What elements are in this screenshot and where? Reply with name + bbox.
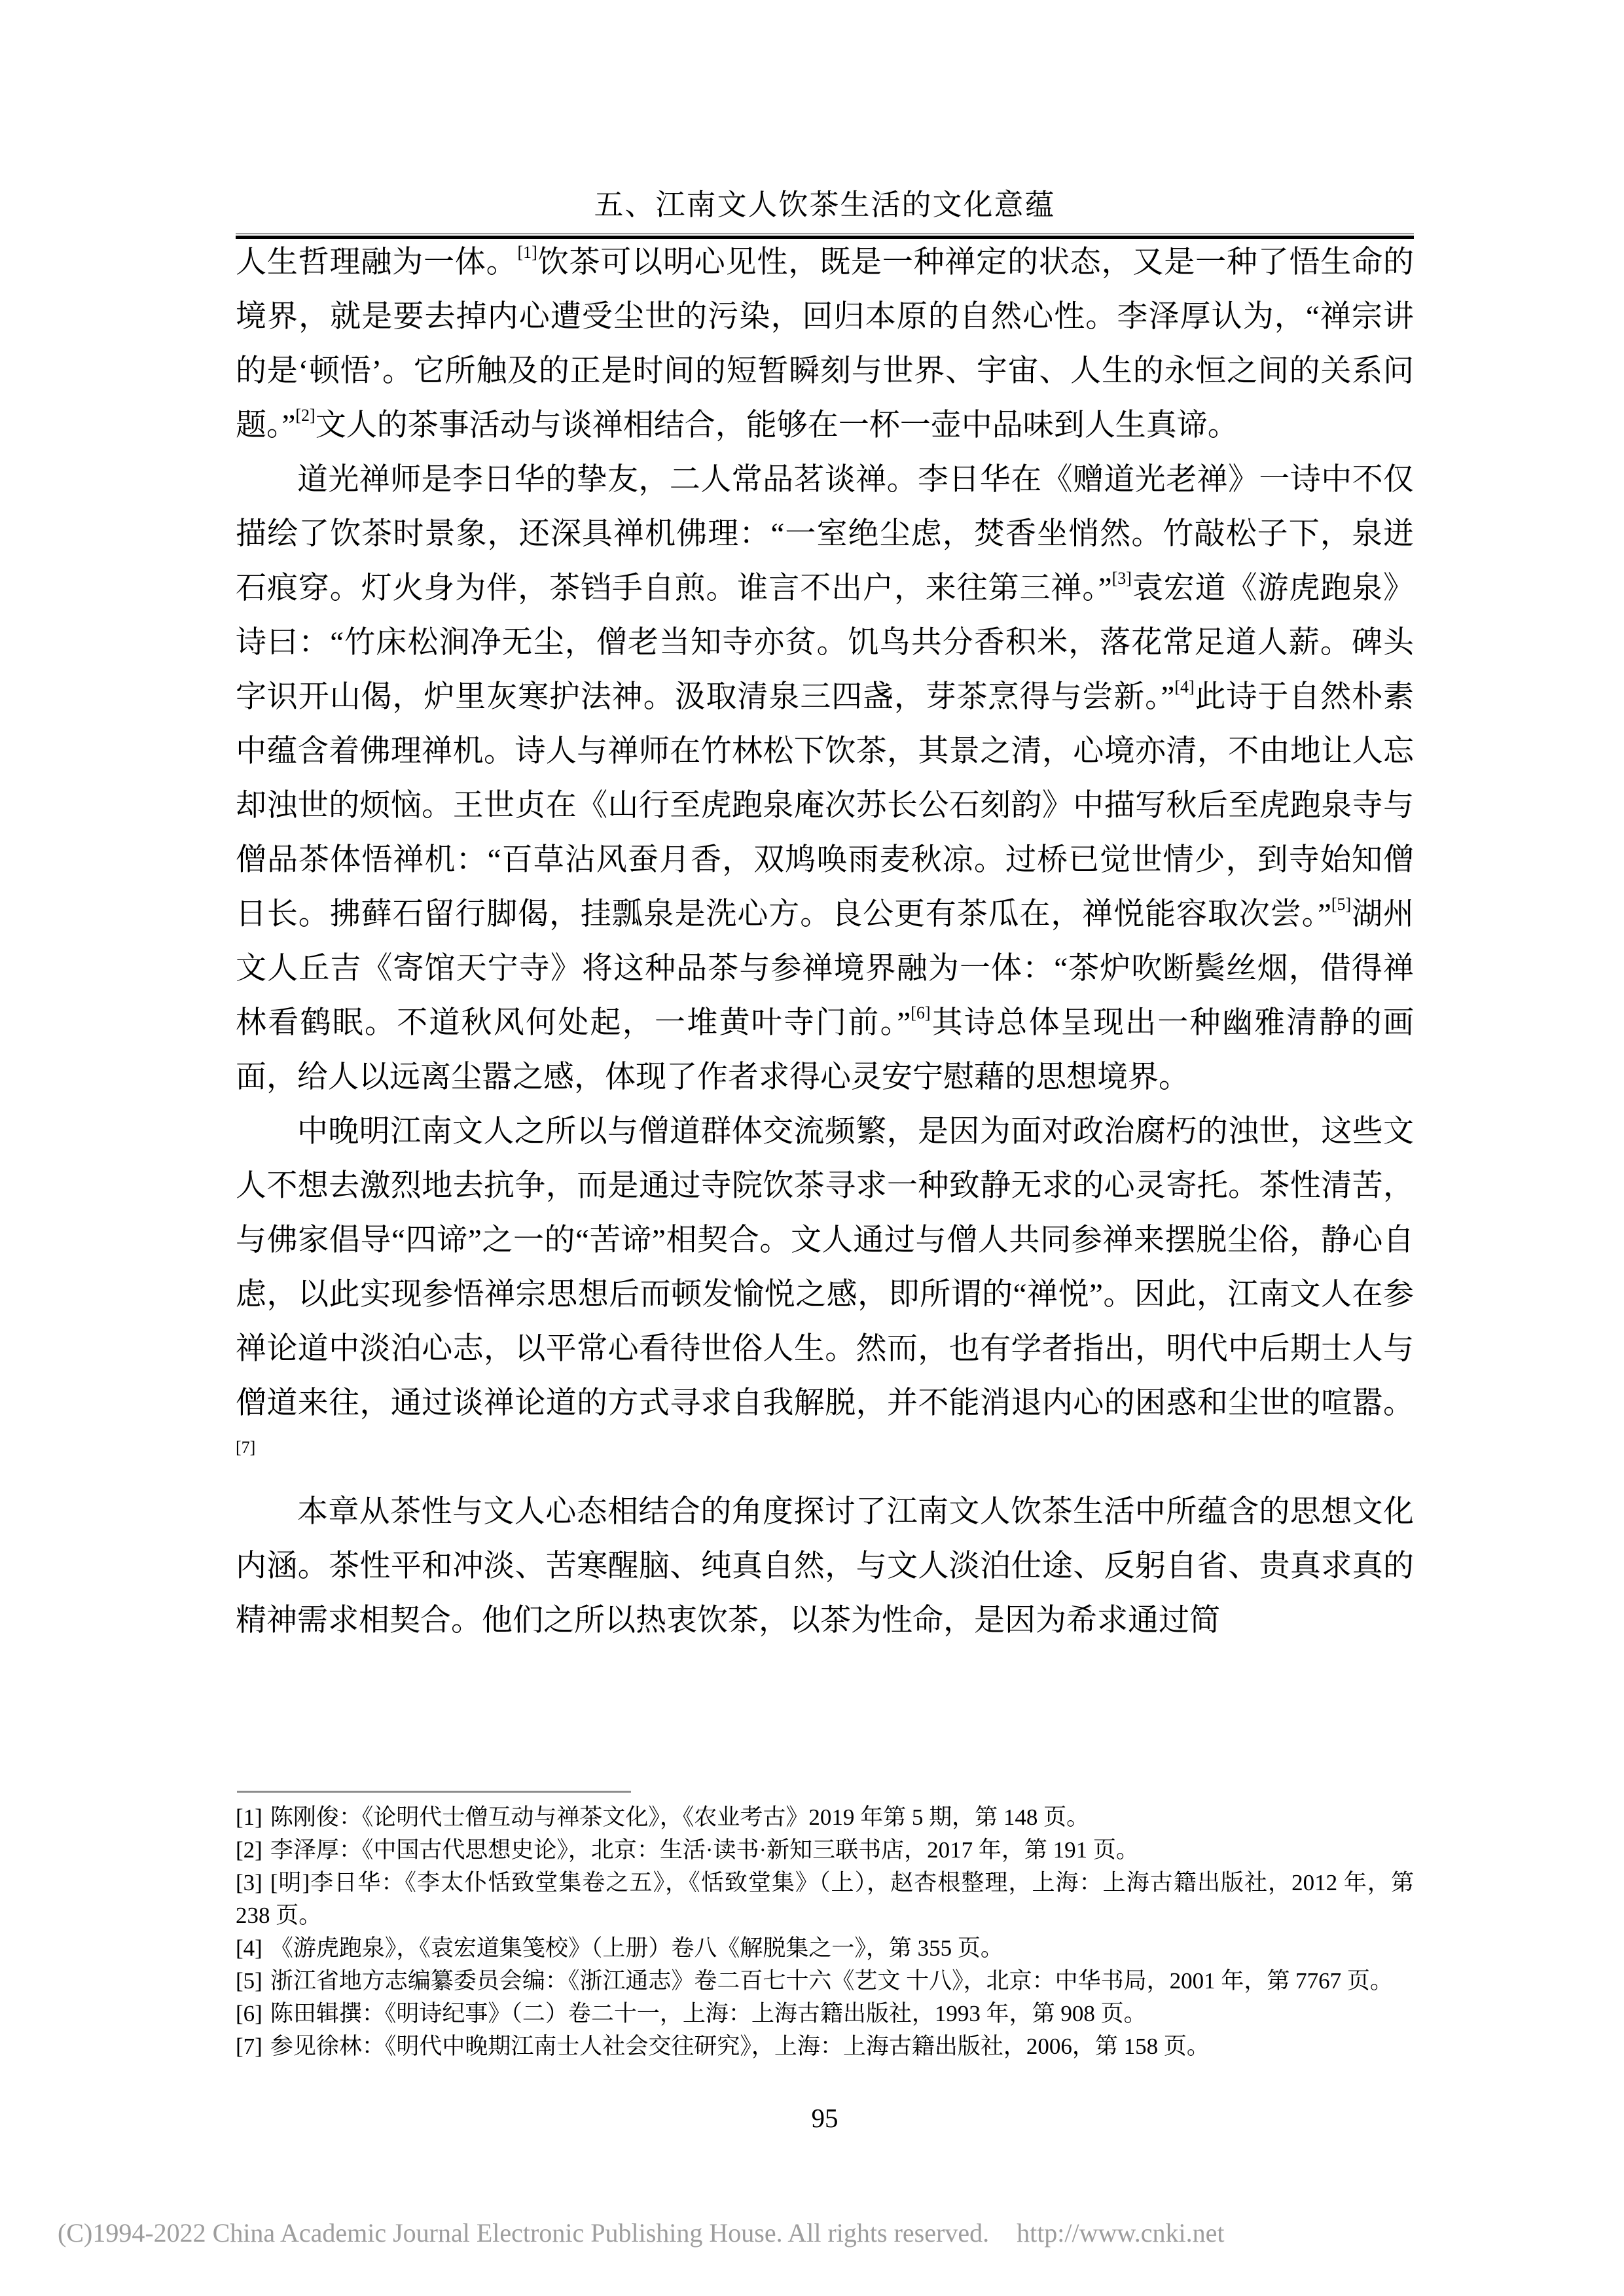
footnote-item: [236, 1965, 1414, 1998]
body-text-run: 袁宏道《游虎跑泉》诗曰：“竹床松涧净无尘，僧老当知寺亦贫。饥鸟共分香积米，落花常足道人薪。碑头字识开山偈，炉里灰寒护法神。汲取清泉三四盏，芽茶烹得与尝新。”: [236, 571, 1415, 714]
body-text-run: 中晚明江南文人之所以与僧道群体交流频繁，是因为面对政治腐朽的浊世，这些文人不想去激烈地去抗争，而是通过寺院饮茶寻求一种致静无求的心灵寄托。茶性清苦，与佛家倡导“四谛”之一的“苦谛”相契合。文人通过与僧人共同参禅来摆脱尘俗，静心自虑，以此实现参悟禅宗思想后而顿发愉悦之感，即所谓的“禅悦”。因此，江南文人在参禅论道中淡泊心志，以平常心看待世俗人生。然而，也有学者指出，明代中后期士人与僧道来往，通过谈禅论道的方式寻求自我解脱，并不能消退内心的困惑和尘世的喧嚣。: [236, 1115, 1414, 1420]
footnote-marker: [3]: [236, 1870, 262, 1895]
chapter-title: 五、江南文人饮茶生活的文化意蕴: [594, 188, 1056, 221]
footer-copyright: (C)1994-2022 China Academic Journal Electronic Publishing House. All rights reserved.: [58, 2218, 990, 2248]
body-text-run: 文人的茶事活动与谈禅相结合，能够在一杯一壶中品味到人生真谛。: [315, 408, 1238, 442]
body-text-run: 此诗于自然朴素中蕴含着佛理禅机。诗人与禅师在竹林松下饮茶，其景之清，心境亦清，不由地让人忘却浊世的烦恼。王世贞在《山行至虎跑泉庵次苏长公石刻韵》中描写秋后至虎跑泉寺与僧品茶体悟禅机：“百草沾风蚕月香，双鸠唤雨麦秋凉。过桥已觉世情少，到寺始知僧日长。拂藓石留行脚偈，挂瓢泉是洗心方。良公更有茶瓜在，禅悦能容取次尝。”: [236, 680, 1415, 931]
footnote-text: 陈田辑撰：《明诗纪事》（二）卷二十一，上海：上海古籍出版社，1993 年，第 908 页。: [270, 2001, 1147, 2026]
footnote-text: 陈刚俊：《论明代士僧互动与禅茶文化》，《农业考古》2019 年第 5 期，第 148 页。: [270, 1804, 1090, 1830]
body-text-run: 湖州文人丘吉《寄馆天宁寺》将这种品茶与参禅境界融为一体：“茶炉吹断鬓丝烟，借得禅林看鹤眠。不道秋风何处起，一堆黄叶寺门前。”: [236, 897, 1415, 1040]
footnote-ref-superscript: [2]: [295, 406, 316, 425]
footnote-ref-superscript: [1]: [517, 243, 537, 262]
footnote-item: [236, 1867, 1414, 1932]
body-text-run: 道光禅师是李日华的挚友，二人常品茗谈禅。李日华在《赠道光老禅》一诗中不仅描绘了饮茶时景象，还深具禅机佛理：“一室绝尘虑，焚香坐悄然。竹敲松子下，泉迸石痕穿。灯火身为伴，茶铛手自煎。谁言不出户，来往第三禅。”: [236, 463, 1414, 605]
footnote-text: 浙江省地方志编纂委员会编：《浙江通志》卷二百七十六《艺文 十八》，北京：中华书局，2001 年，第 7767 页。: [270, 1968, 1393, 1994]
footnote-text: 李泽厚：《中国古代思想史论》，北京：生活·读书·新知三联书店，2017 年，第 191 页。: [270, 1837, 1139, 1863]
footnote-separator: [237, 1791, 631, 1793]
body-text: [236, 236, 1414, 1648]
body-paragraph: [236, 1105, 1414, 1485]
body-text-run: 人生哲理融为一体。: [236, 245, 518, 279]
footnote-text: 参见徐林：《明代中晚期江南士人社会交往研究》，上海：上海古籍出版社，2006，第 158 页。: [270, 2034, 1210, 2059]
footnote-marker: [4]: [236, 1935, 262, 1961]
body-paragraph: [236, 236, 1414, 453]
footnote-ref-superscript: [3]: [1111, 569, 1132, 588]
footnote-marker: [7]: [236, 2034, 262, 2059]
footnote-ref-superscript: [7]: [236, 1438, 256, 1457]
footnote-ref-superscript: [5]: [1331, 895, 1352, 914]
cnki-footer: [58, 2217, 1563, 2248]
footnote-item: [236, 1801, 1414, 1834]
footnote-item: [236, 1932, 1414, 1965]
footnotes-section: [236, 1801, 1414, 2063]
footnote-ref-superscript: [6]: [911, 1003, 931, 1022]
body-paragraph: [236, 1485, 1414, 1648]
footnote-item: [236, 1998, 1414, 2030]
footnote-item: [236, 2030, 1414, 2063]
body-text-run: 其诗总体呈现出一种幽雅清静的画面，给人以远离尘嚣之感，体现了作者求得心灵安宁慰藉的思想境界。: [236, 1006, 1414, 1094]
footnote-marker: [5]: [236, 1968, 262, 1994]
footnote-text: 《游虎跑泉》，《袁宏道集笺校》（上册）卷八《解脱集之一》，第 355 页。: [270, 1935, 1003, 1961]
footnote-marker: [6]: [236, 2001, 262, 2026]
footer-url: http://www.cnki.net: [1017, 2218, 1225, 2248]
footnote-marker: [2]: [236, 1837, 262, 1863]
footnote-marker: [1]: [236, 1804, 262, 1830]
footnote-ref-superscript: [4]: [1174, 677, 1195, 696]
footnote-text: [明]李日华：《李太仆恬致堂集卷之五》，《恬致堂集》（上），赵杏根整理，上海：上海古籍出版社，2012 年，第 238 页。: [236, 1870, 1414, 1928]
body-text-run: 饮茶可以明心见性，既是一种禅定的状态，又是一种了悟生命的境界，就是要去掉内心遭受尘世的污染，回归本原的自然心性。李泽厚认为，“禅宗讲的是‘顿悟’。它所触及的正是时间的短暂瞬刻与世界、宇宙、人生的永恒之间的关系问题。”: [236, 245, 1415, 442]
body-paragraph: [236, 453, 1414, 1105]
body-text-run: 本章从茶性与文人心态相结合的角度探讨了江南文人饮茶生活中所蕴含的思想文化内涵。茶性平和冲淡、苦寒醒脑、纯真自然，与文人淡泊仕途、反躬自省、贵真求真的精神需求相契合。他们之所以热衷饮茶，以茶为性命，是因为希求通过简: [236, 1495, 1414, 1638]
page-number: 95: [811, 2103, 839, 2133]
footnote-item: [236, 1834, 1414, 1867]
